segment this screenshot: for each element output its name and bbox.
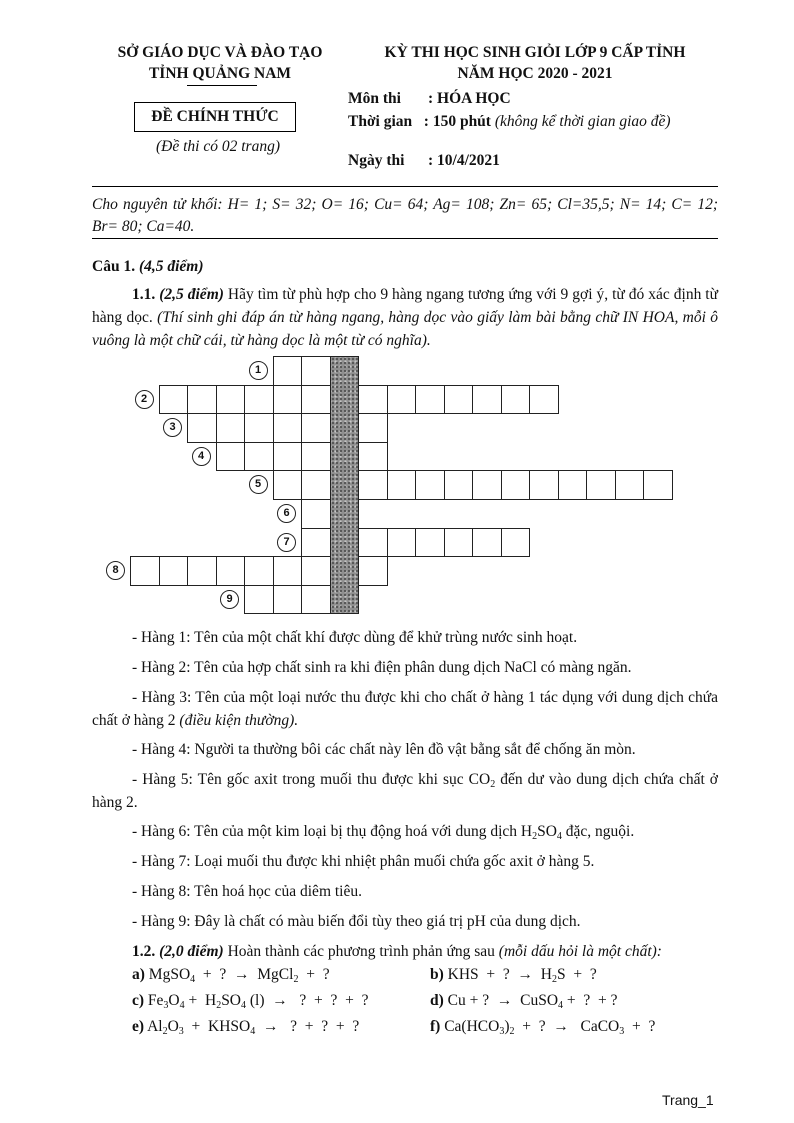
hint-row-5-tail: đến dư vào dung dịch chứa chất ở hàng 2. — [92, 771, 718, 811]
crossword-cell — [273, 470, 303, 500]
question-1-heading — [92, 258, 204, 276]
crossword-cell — [216, 413, 246, 443]
crossword-cell — [558, 470, 588, 500]
crossword-cell — [358, 470, 388, 500]
divider-top — [92, 186, 718, 187]
crossword-cell — [387, 528, 417, 558]
crossword-cell — [358, 556, 388, 586]
crossword-cell — [159, 385, 189, 415]
equation-d-label: d) — [430, 992, 444, 1009]
crossword-cell — [615, 470, 645, 500]
hint-row-6-text: - Hàng 6: Tên của một kim loại bị thụ động hoá với dung dịch H — [132, 823, 533, 840]
equation-e: e) $Al_2O_3$ + $KHSO_4$ → ? + ? + ? — [132, 1018, 360, 1037]
crossword-cell — [187, 556, 217, 586]
header-underline — [187, 85, 257, 86]
crossword-cell — [529, 385, 559, 415]
crossword-cell — [472, 528, 502, 558]
hint-row-5: - Hàng 5: Tên gốc axit trong muối thu được khi sục $CO_2$ đến dư vào dung dịch chứa chất ở hàng 2. — [92, 771, 718, 811]
crossword-cell — [415, 528, 445, 558]
department-name: SỞ GIÁO DỤC VÀ ĐÀO TẠO — [117, 44, 323, 61]
crossword-cell — [216, 556, 246, 586]
crossword-cell — [444, 470, 474, 500]
crossword-cell — [301, 413, 331, 443]
crossword-cell — [187, 413, 217, 443]
crossword-cell — [358, 413, 388, 443]
subject-label: Môn thi — [348, 90, 401, 107]
crossword-cell — [273, 556, 303, 586]
equation-c-label: c) — [132, 992, 145, 1009]
crossword-row-number: 8 — [106, 561, 125, 580]
equation-b-label: b) — [430, 966, 444, 983]
crossword-cell — [444, 528, 474, 558]
part-1-2-points: (2,0 điểm) — [159, 943, 224, 960]
crossword-row-number: 3 — [163, 418, 182, 437]
exam-title: KỲ THI HỌC SINH GIỎI LỚP 9 CẤP TỈNH — [384, 44, 686, 61]
equation-a-label: a) — [132, 966, 145, 983]
crossword-cell — [244, 442, 274, 472]
atomic-masses: Cho nguyên tử khối: H= 1; S= 32; O= 16; Cu= 64; Ag= 108; Zn= 65; Cl=35,5; N= 14; C= 12; Br= 80; Ca=40. — [92, 196, 718, 235]
crossword-row-number: 6 — [277, 504, 296, 523]
crossword-row-number: 1 — [249, 361, 268, 380]
question-1-points: (4,5 điểm) — [138, 258, 204, 275]
part-1-2-number: 1.2. — [132, 943, 156, 960]
crossword-cell — [244, 585, 274, 615]
time-value: : 150 phút — [423, 113, 491, 130]
crossword-cell — [301, 442, 331, 472]
crossword-row-number: 9 — [220, 590, 239, 609]
part-1-2-note: (mỗi dấu hỏi là một chất): — [494, 943, 662, 960]
official-exam-box — [134, 102, 296, 132]
part-1-2-text: Hoàn thành các phương trình phản ứng sau — [223, 943, 495, 960]
crossword-cell — [358, 385, 388, 415]
date-value: : 10/4/2021 — [428, 152, 500, 169]
question-1-title: Câu 1. — [92, 258, 136, 275]
crossword-row-number: 7 — [277, 533, 296, 552]
equation-a: a) MgSO$_4$ + ? → MgCl$_2$ + ? — [132, 966, 330, 985]
hint-row-4: - Hàng 4: Người ta thường bôi các chất này lên đồ vật bằng sắt để chống ăn mòn. — [132, 741, 636, 758]
crossword-cell — [301, 556, 331, 586]
part-1-2-intro — [92, 940, 718, 963]
crossword-cell — [187, 385, 217, 415]
hint-row-1: - Hàng 1: Tên của một chất khí được dùng để khử trùng nước sinh hoạt. — [132, 629, 578, 646]
crossword-cell — [501, 385, 531, 415]
equation-f-label: f) — [430, 1018, 441, 1035]
time-note: (không kể thời gian giao đề) — [490, 113, 671, 130]
province-name: TỈNH QUẢNG NAM — [148, 65, 292, 82]
part-1-1-points: (2,5 điểm) — [159, 286, 224, 303]
crossword-cell — [529, 470, 559, 500]
crossword-cell — [387, 385, 417, 415]
hint-row-7: - Hàng 7: Loại muối thu được khi nhiệt phân muối chứa gốc axit ở hàng 5. — [132, 853, 595, 870]
hint-row-2: - Hàng 2: Tên của hợp chất sinh ra khi điện phân dung dịch NaCl có màng ngăn. — [132, 659, 632, 676]
equation-b: b) KHS + ? → $H_2S$ + ? — [430, 966, 597, 985]
time-label: Thời gian — [348, 113, 413, 130]
hint-row-6-tail: đặc, nguội. — [561, 823, 635, 840]
crossword-cell — [444, 385, 474, 415]
part-1-1-intro — [92, 283, 718, 352]
crossword-cell — [301, 470, 331, 500]
crossword-cell — [387, 470, 417, 500]
crossword-cell — [159, 556, 189, 586]
crossword-cell — [643, 470, 673, 500]
crossword-vertical-column — [330, 356, 360, 614]
crossword-row-number: 4 — [192, 447, 211, 466]
equation-d: d) Cu + ? → CuSO$_4$ + ? + ? — [430, 992, 618, 1011]
hint-row-9: - Hàng 9: Đây là chất có màu biến đổi tùy theo giá trị pH của dung dịch. — [132, 913, 581, 930]
school-year: NĂM HỌC 2020 - 2021 — [457, 65, 613, 82]
hint-row-5-text: - Hàng 5: Tên gốc axit trong muối thu được khi sục CO — [132, 771, 491, 788]
crossword-row-number: 2 — [135, 390, 154, 409]
crossword-cell — [273, 585, 303, 615]
crossword-cell — [501, 470, 531, 500]
crossword-cell — [358, 528, 388, 558]
equation-f: f) $Ca(HCO_3)_2$ + ? → CaCO$_3$ + ? — [430, 1018, 656, 1037]
crossword-cell — [273, 442, 303, 472]
crossword-cell — [301, 385, 331, 415]
crossword-cell — [244, 556, 274, 586]
crossword-cell — [244, 413, 274, 443]
crossword-cell — [501, 528, 531, 558]
subject-value: : HÓA HỌC — [428, 90, 511, 107]
part-1-1-text: Hãy tìm từ phù hợp cho 9 hàng ngang tương ứng với 9 gợi ý, từ đó xác định từ hàng dọc. — [92, 286, 719, 326]
crossword-cell — [301, 585, 331, 615]
crossword-cell — [273, 385, 303, 415]
part-1-1-number: 1.1. — [132, 286, 156, 303]
hint-row-3 — [92, 686, 718, 732]
exam-duration — [348, 111, 718, 132]
crossword-cell — [216, 442, 246, 472]
hint-row-3-text: - Hàng 3: Tên của một loại nước thu được khi cho chất ở hàng 1 tác dụng với dung dịch chứa chất ở hàng 2 — [92, 689, 718, 729]
hint-row-3-condition: (điều kiện thường). — [175, 712, 299, 729]
equation-e-label: e) — [132, 1018, 145, 1035]
crossword-cell — [244, 385, 274, 415]
crossword-cell — [130, 556, 160, 586]
equation-c: c) $Fe_3O_4 + H_2SO_4$ (l) → ? + ? + ? — [132, 992, 369, 1011]
pages-note: (Đề thi có 02 trang) — [156, 138, 280, 155]
crossword-cell — [586, 470, 616, 500]
crossword-cell — [472, 470, 502, 500]
official-label: ĐỀ CHÍNH THỨC — [151, 108, 279, 125]
crossword-cell — [301, 499, 331, 529]
crossword-cell — [472, 385, 502, 415]
divider-bottom — [92, 238, 718, 239]
part-1-1-note: (Thí sinh ghi đáp án từ hàng ngang, hàng dọc vào giấy làm bài bằng chữ IN HOA, mỗi ô vuông là một chữ cái, từ hàng dọc là một từ có nghĩa). — [92, 309, 718, 349]
crossword-cell — [273, 356, 303, 386]
crossword-cell — [358, 442, 388, 472]
crossword-cell — [301, 356, 331, 386]
crossword-cell — [301, 528, 331, 558]
crossword-cell — [415, 470, 445, 500]
crossword-cell — [273, 413, 303, 443]
crossword-row-number: 5 — [249, 475, 268, 494]
date-label: Ngày thi — [348, 152, 405, 169]
crossword-cell — [415, 385, 445, 415]
hint-row-8: - Hàng 8: Tên hoá học của diêm tiêu. — [132, 883, 362, 900]
crossword-cell — [216, 385, 246, 415]
page-number: Trang_1 — [662, 1092, 714, 1108]
hint-row-6: - Hàng 6: Tên của một kim loại bị thụ động hoá với dung dịch $H_2SO_4$ đặc, nguội. — [132, 823, 635, 842]
